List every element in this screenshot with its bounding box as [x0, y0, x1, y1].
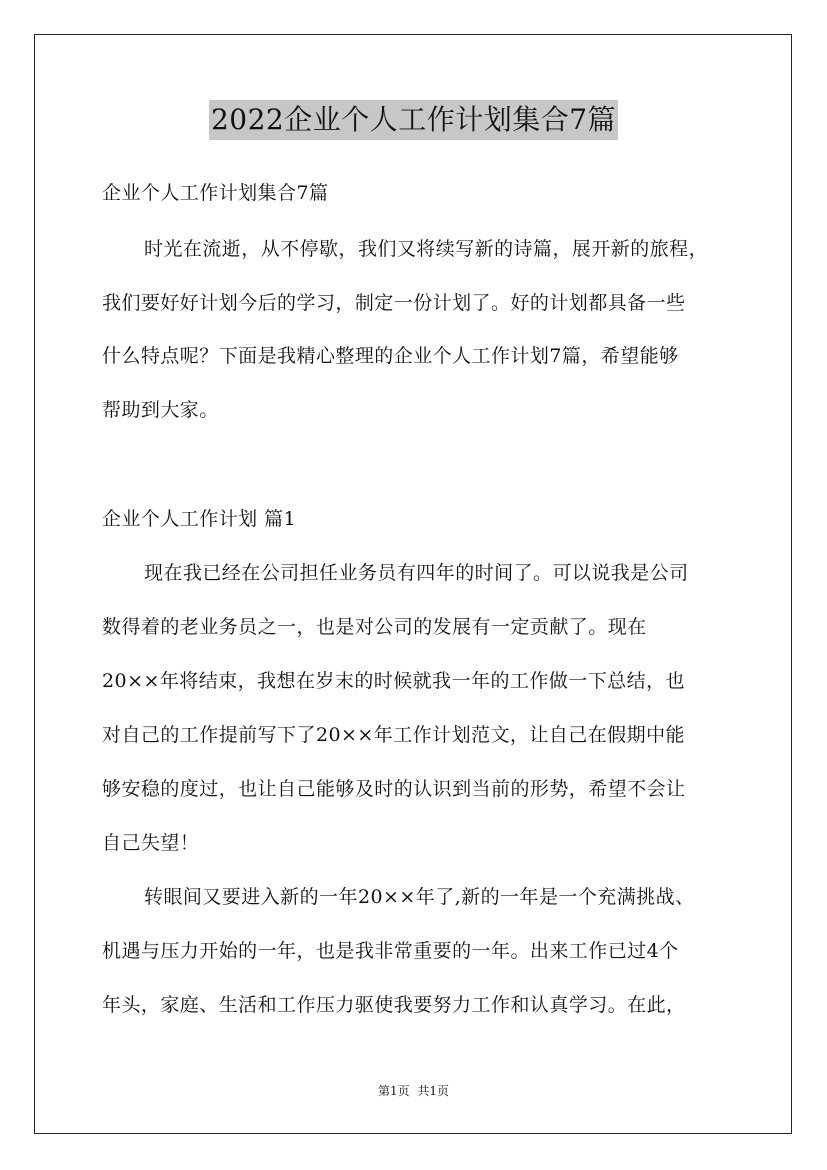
document-subtitle: 企业个人工作计划集合7篇 — [102, 182, 329, 204]
paragraph-2-line-2: 机遇与压力开始的一年，也是我非常重要的一年。出来工作已过4个 — [102, 940, 679, 962]
paragraph-1-line-2: 数得着的老业务员之一，也是对公司的发展有一定贡献了。现在 — [102, 616, 647, 638]
paragraph-2-line-3: 年头，家庭、生活和工作压力驱使我要努力工作和认真学习。在此， — [102, 994, 686, 1016]
intro-line-1: 时光在流逝，从不停歇，我们又将续写新的诗篇，展开新的旅程， — [144, 238, 709, 260]
title-container — [0, 100, 827, 140]
page-total: 共1页 — [417, 1084, 449, 1098]
document-title: 2022企业个人工作计划集合7篇 — [209, 100, 618, 140]
paragraph-2-line-1: 转眼间又要进入新的一年20××年了,新的一年是一个充满挑战、 — [144, 886, 695, 908]
paragraph-1-line-6: 自己失望！ — [102, 832, 200, 854]
paragraph-1-line-4: 对自己的工作提前写下了20××年工作计划范文，让自己在假期中能 — [102, 724, 685, 746]
paragraph-1-line-1: 现在我已经在公司担任业务员有四年的时间了。可以说我是公司 — [144, 562, 689, 584]
page-footer — [0, 1083, 827, 1099]
intro-line-3: 什么特点呢？下面是我精心整理的企业个人工作计划7篇，希望能够 — [102, 345, 679, 367]
page-number: 第1页 — [378, 1084, 410, 1098]
paragraph-1-line-5: 够安稳的度过，也让自己能够及时的认识到当前的形势，希望不会让 — [102, 778, 686, 800]
intro-line-4: 帮助到大家。 — [102, 399, 219, 421]
intro-line-2: 我们要好好计划今后的学习，制定一份计划了。好的计划都具备一些 — [102, 292, 686, 314]
paragraph-1-line-3: 20××年将结束，我想在岁末的时候就我一年的工作做一下总结，也 — [102, 670, 685, 692]
section-heading: 企业个人工作计划 篇1 — [102, 508, 297, 530]
